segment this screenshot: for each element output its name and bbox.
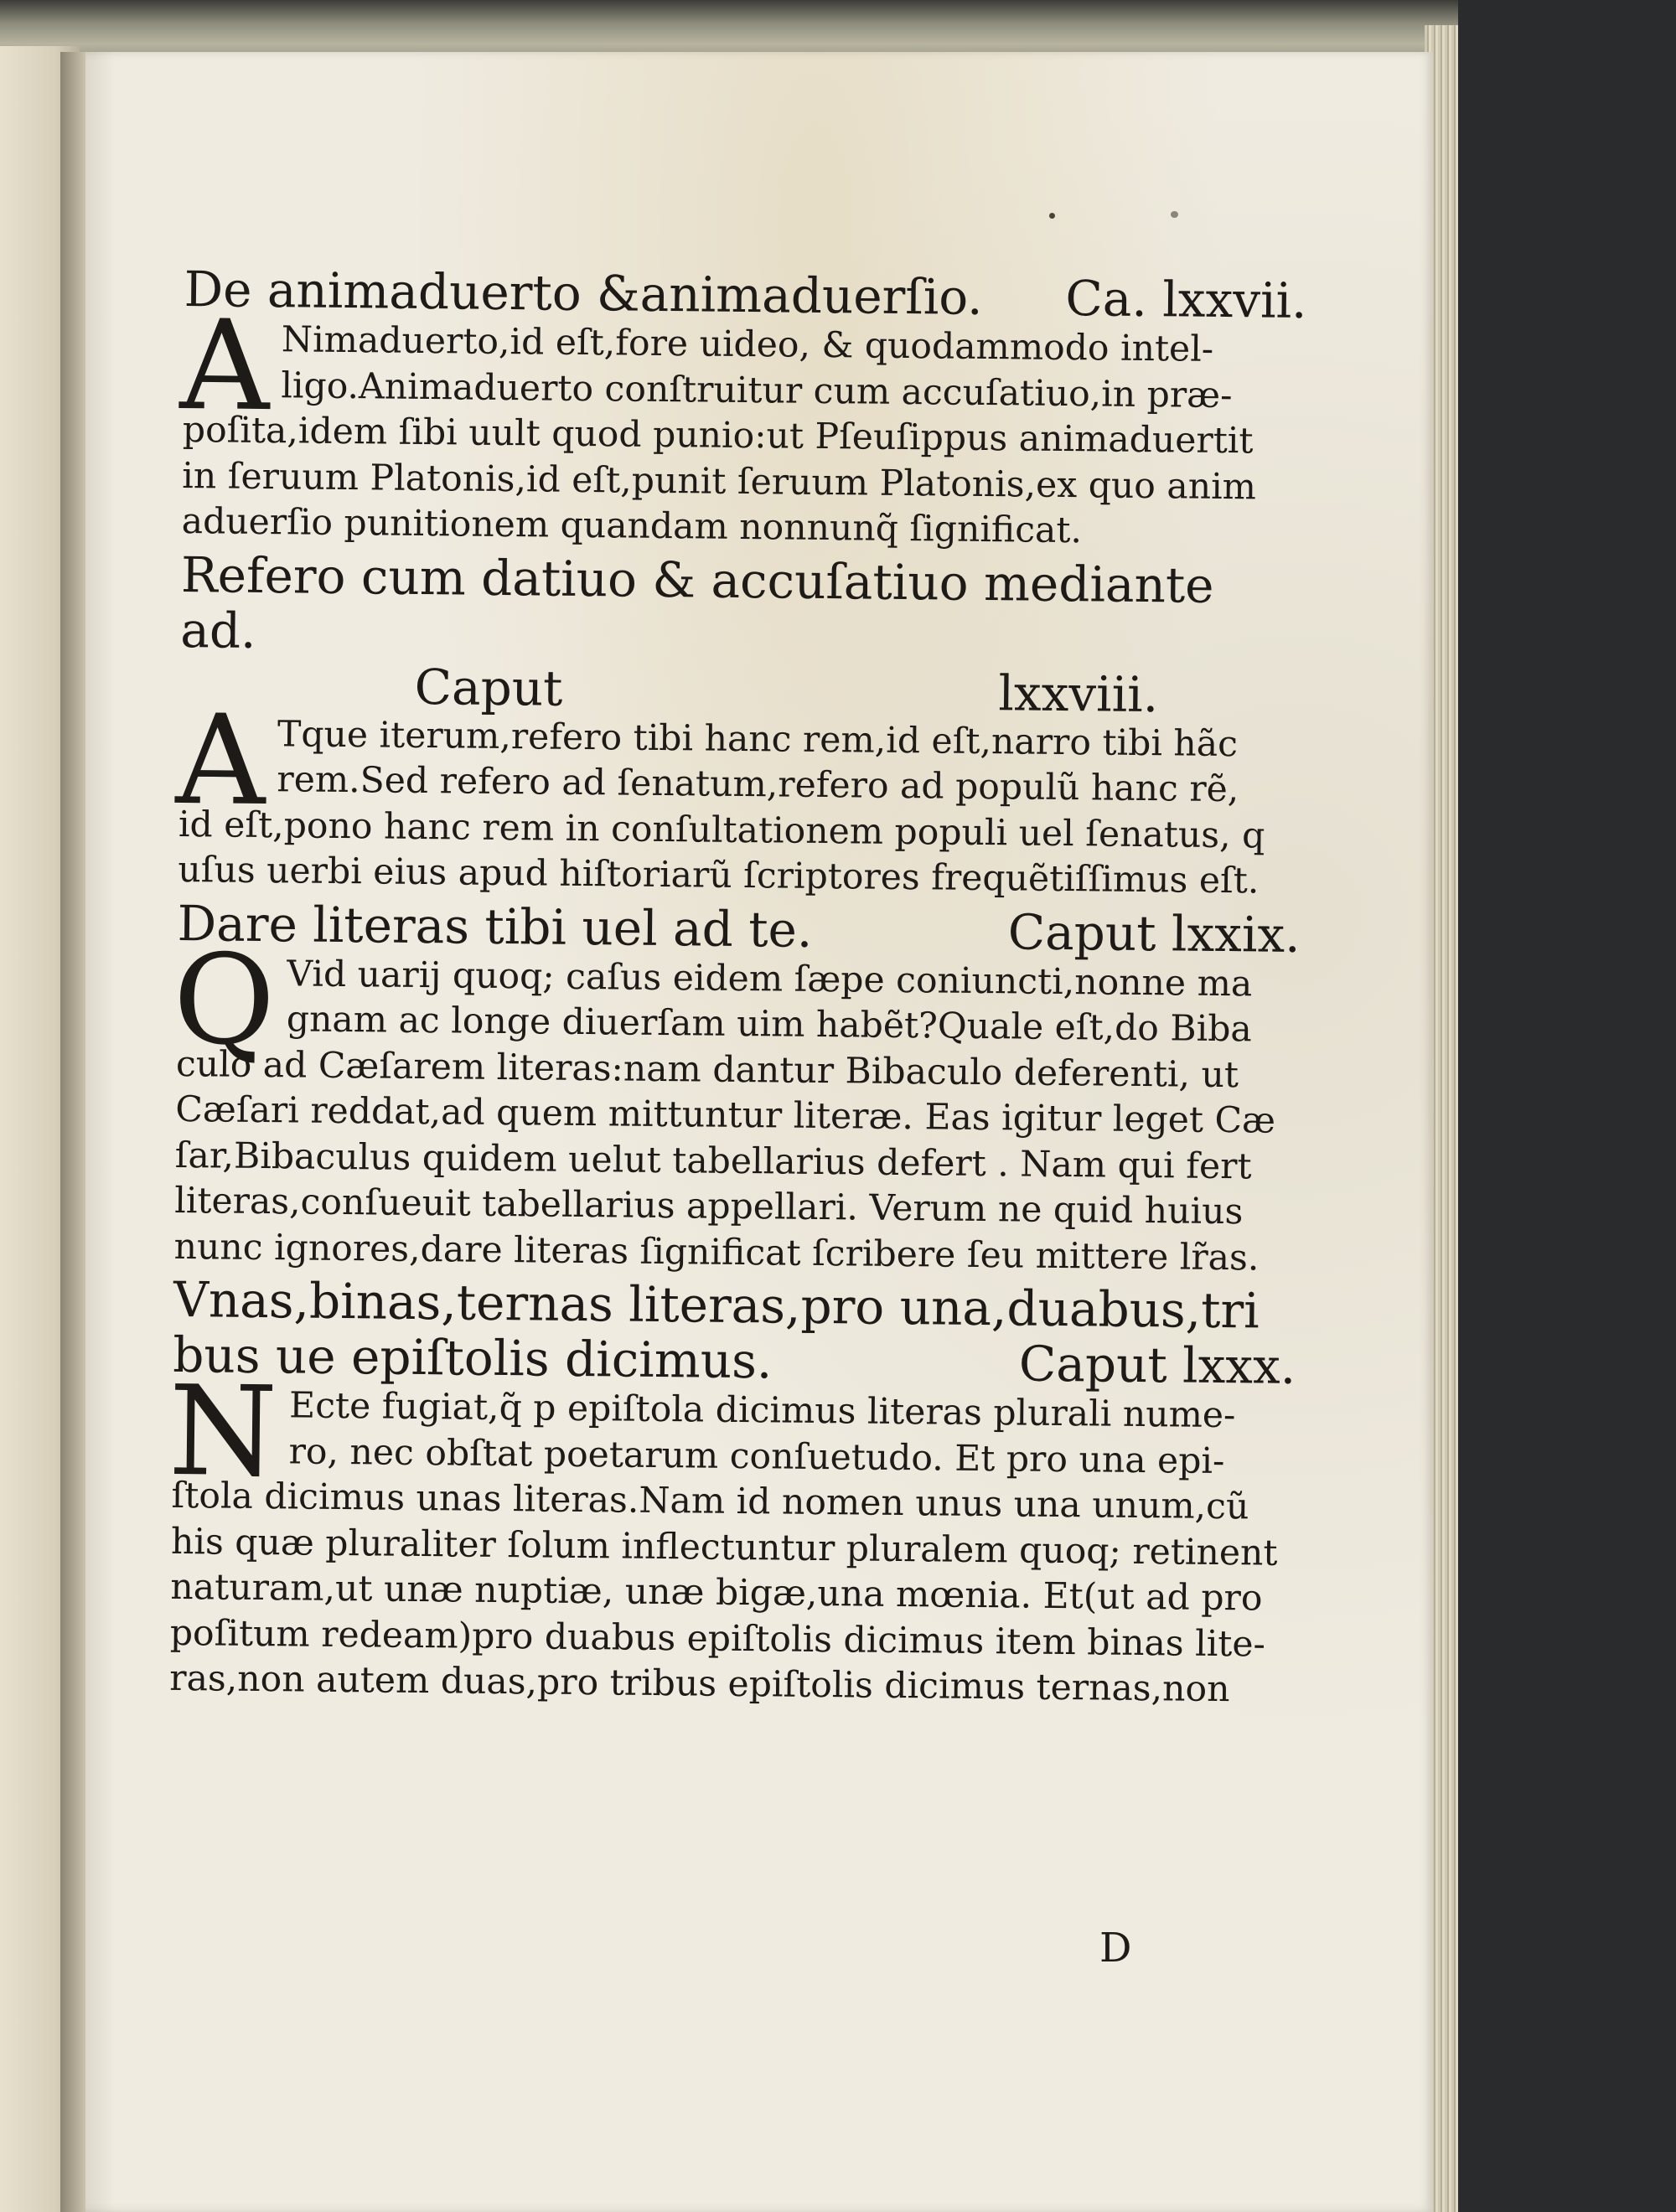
page-gutter	[60, 52, 85, 2212]
chapter-number: Ca. lxxvii.	[1065, 270, 1307, 330]
text-line: nunc ignores,dare literas ſignificat ſcribere ſeu mittere lr̃as.	[173, 1226, 1260, 1279]
chapter-title: Refero cum datiuo & accuſatiuo mediante ad.	[180, 545, 1214, 659]
ink-speck	[1171, 211, 1178, 218]
drop-initial: A	[178, 292, 271, 439]
text-line: aduerſio punitionem quandam nonnunq̃ ſignificat.	[181, 500, 1083, 552]
book-top-edge	[0, 0, 1458, 59]
text-line: Tque iterum,refero tibi hanc rem,id eſt,narro tibi hãc	[277, 713, 1239, 765]
text-line: poſitum redeam)pro duabus epiſtolis dicimus item binas lite-	[169, 1612, 1266, 1666]
ink-speck	[1049, 213, 1055, 219]
drop-initial: Q	[172, 927, 277, 1072]
chapter-number: Caput lxxix.	[1007, 902, 1301, 964]
printed-page	[60, 52, 1433, 2212]
text-line: in ſeruum Platonis,id eſt,punit ſeruum Platonis,ex quo anim	[182, 455, 1257, 508]
chapter-number: lxxviii.	[998, 664, 1159, 723]
chapter-title-cont: bus ue epiſtolis dicimus.	[172, 1326, 773, 1390]
chapter-title: Dare literas tibi uel ad te.	[177, 894, 813, 959]
text-line: poſita,idem ſibi uult quod punio:ut Pſeuſippus animaduertit	[182, 409, 1254, 463]
chapter-heading	[180, 546, 1304, 669]
signature-mark: D	[1099, 1925, 1132, 1972]
text-line: Cæſari reddat,ad quem mittuntur literæ. Eas igitur leget Cæ	[175, 1088, 1276, 1142]
caput-word: Caput	[414, 658, 563, 717]
text-line: Ecte fugiat,q̃ p epiſtola dicimus literas plurali nume-	[288, 1385, 1236, 1437]
text-line: ro, nec obſtat poetarum conſuetudo. Et pro una epi-	[288, 1430, 1225, 1482]
text-line: his quæ pluraliter ſolum inflectuntur pluralem quoq; retinent	[170, 1521, 1278, 1574]
text-line: ligo.Animaduerto conſtruitur cum accuſatiuo,in præ-	[281, 364, 1233, 416]
chapter-title: Vnas,binas,ternas literas,pro una,duabus,tri	[173, 1270, 1260, 1340]
page-text	[169, 261, 1307, 1715]
text-line: culo ad Cæſarem literas:nam dantur Bibaculo deferenti, ut	[175, 1043, 1239, 1096]
chapter-title: De animaduerto &animaduerſio.	[184, 261, 984, 326]
text-line: literas,conſueuit tabellarius appellari. Verum ne quid huius	[173, 1180, 1244, 1233]
text-line: id eſt,pono hanc rem in conſultationem populi uel ſenatus, q	[178, 804, 1265, 857]
text-line: Nimaduerto,id eſt,fore uideo, & quodammodo intel-	[281, 319, 1214, 370]
drop-initial: N	[168, 1358, 278, 1505]
drop-initial: A	[174, 687, 266, 833]
text-line: rem.Sed refero ad ſenatum,refero ad populũ hanc rẽ,	[277, 759, 1239, 811]
chapter-number: Caput lxxx.	[1018, 1335, 1296, 1395]
text-line: Vid uarij quoq; caſus eidem ſæpe coniuncti,nonne ma	[287, 953, 1253, 1005]
text-line: gnam ac longe diuerſam uim habẽt?Quale eſt,do Biba	[286, 999, 1253, 1051]
text-line: ſtola dicimus unas literas.Nam id nomen unus una unum,cũ	[171, 1475, 1249, 1528]
text-line: uſus uerbi eius apud hiſtoriarũ ſcriptores frequẽtiſſimus eſt.	[178, 849, 1260, 902]
text-line: naturam,ut unæ nuptiæ, unæ bigæ,una mœnia. Et(ut ad pro	[170, 1566, 1263, 1620]
text-line: ras,non autem duas,pro tribus epiſtolis dicimus ternas,non	[169, 1657, 1230, 1711]
text-line: ſar,Bibaculus quidem uelut tabellarius defert . Nam qui fert	[174, 1134, 1252, 1187]
